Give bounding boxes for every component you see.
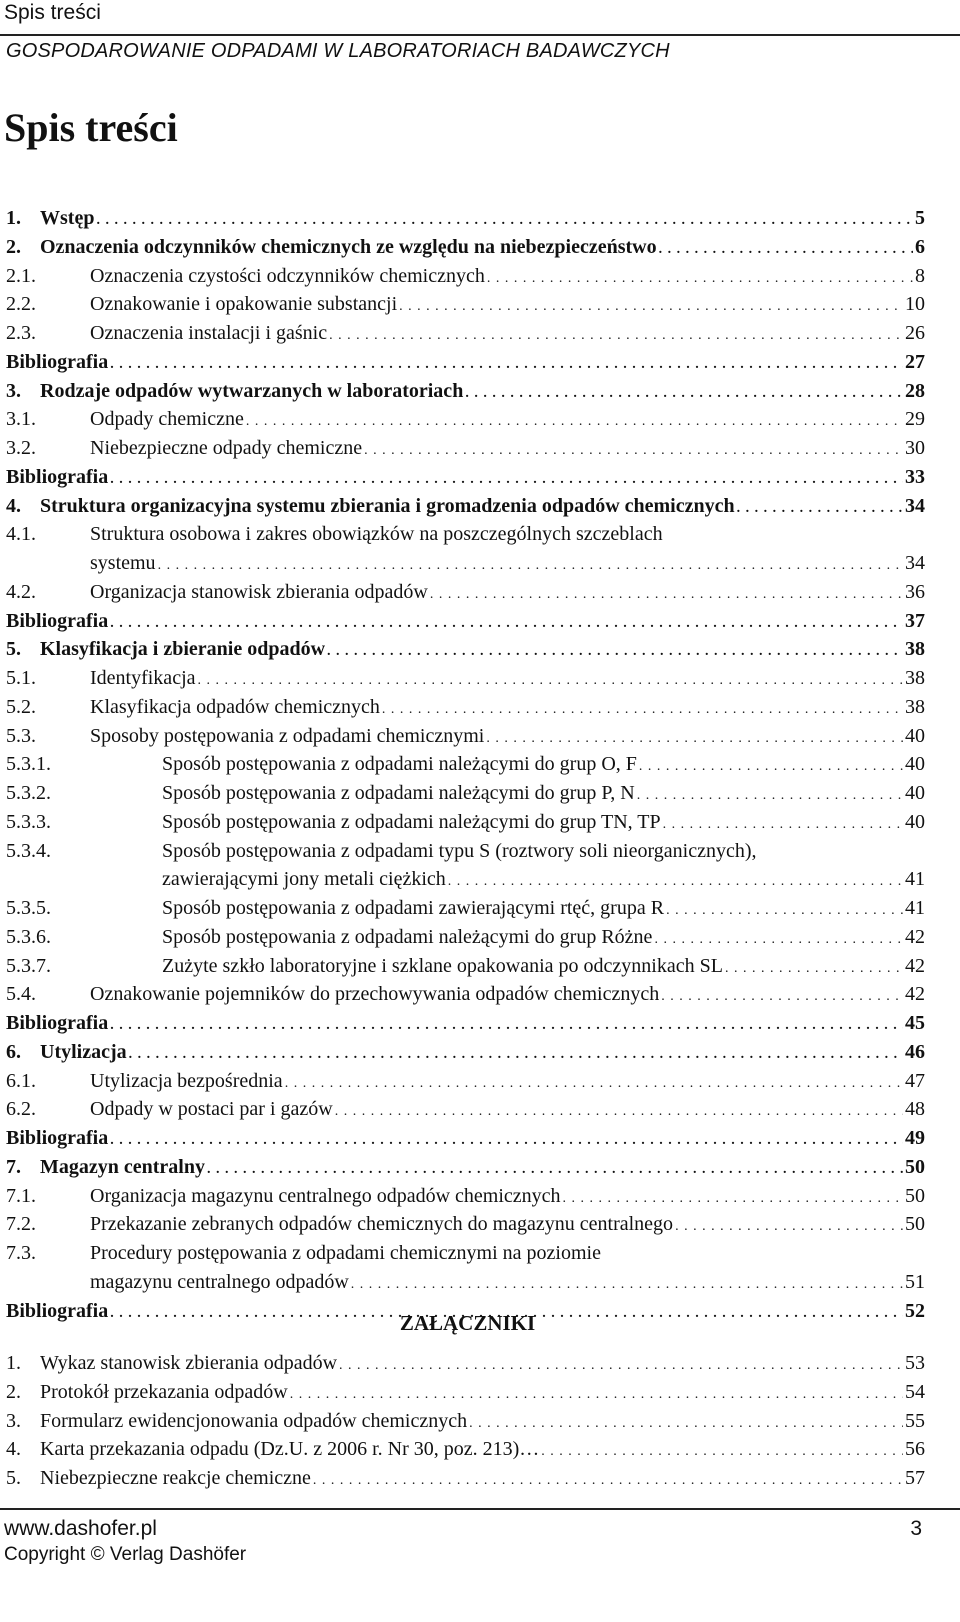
section-label: Spis treści xyxy=(4,1,101,24)
dot-leader xyxy=(663,811,903,840)
entry-page-number: 52 xyxy=(905,1299,925,1322)
entry-number: 5.3.7. xyxy=(6,954,51,977)
entry-page-number: 41 xyxy=(905,868,925,891)
entry-page-number: 37 xyxy=(905,609,925,632)
footer-divider xyxy=(0,1508,960,1510)
entry-title: Klasyfikacja odpadów chemicznych xyxy=(90,695,380,718)
entry-number: 5.1. xyxy=(6,667,36,689)
annex-list xyxy=(6,1349,925,1493)
entry-title: Odpady chemiczne xyxy=(90,408,244,431)
entry-page-number: 8 xyxy=(915,264,925,287)
entry-title: Niebezpieczne reakcje chemiczne xyxy=(40,1467,311,1489)
toc-entry[interactable] xyxy=(6,578,925,607)
entry-page-number: 40 xyxy=(905,724,925,747)
toc-entry[interactable] xyxy=(6,750,925,779)
dot-leader xyxy=(637,782,903,811)
entry-number: 5.3.1. xyxy=(6,753,51,776)
entry-title: Procedury postępowania z odpadami chemicznymi na poziomie xyxy=(90,1242,601,1264)
toc-entry[interactable] xyxy=(6,377,925,406)
annex-item[interactable] xyxy=(6,1349,925,1378)
entry-number: 7.1. xyxy=(6,1184,36,1207)
dot-leader xyxy=(486,725,903,754)
dot-leader xyxy=(639,753,903,782)
entry-number: 4.2. xyxy=(6,580,36,603)
entry-page-number: 28 xyxy=(905,379,925,402)
entry-page-number: 50 xyxy=(905,1213,925,1236)
dot-leader xyxy=(659,236,913,265)
entry-page-number: 38 xyxy=(905,638,925,661)
entry-number: 5.3.4. xyxy=(6,839,51,862)
entry-number: 7.2. xyxy=(6,1213,36,1236)
entry-title: Struktura organizacyjna systemu zbierania i gromadzenia odpadów chemicznych xyxy=(40,494,735,517)
entry-title: Bibliografia xyxy=(6,465,109,488)
entry-page-number: 51 xyxy=(905,1270,925,1293)
annex-item[interactable] xyxy=(6,1464,925,1493)
toc-entry[interactable] xyxy=(6,1095,925,1124)
entry-page-number: 42 xyxy=(905,925,925,948)
dot-leader xyxy=(541,1438,903,1467)
entry-number: 4.1. xyxy=(6,523,36,546)
dot-leader xyxy=(158,552,903,581)
entry-title: Wstęp xyxy=(40,207,95,229)
dot-leader xyxy=(465,380,903,409)
entry-number: 2.1. xyxy=(6,264,36,287)
entry-title: Wykaz stanowisk zbierania odpadów xyxy=(40,1352,338,1374)
entry-title: Organizacja magazynu centralnego odpadów chemicznych xyxy=(90,1184,561,1207)
entry-title: Bibliografia xyxy=(6,1012,109,1034)
entry-number: 7. xyxy=(6,1155,21,1178)
toc-entry[interactable] xyxy=(6,607,925,636)
entry-page-number: 42 xyxy=(905,983,925,1006)
entry-title: Sposób postępowania z odpadami należącymi do grup P, N xyxy=(162,782,635,804)
entry-page-number: 56 xyxy=(905,1438,925,1461)
entry-number: 5.3.6. xyxy=(6,925,51,948)
entry-title: Oznaczenia odczynników chemicznych ze względu na niebezpieczeństwo xyxy=(40,235,657,258)
toc-entry[interactable] xyxy=(6,837,925,866)
dot-leader xyxy=(327,638,903,667)
toc-entry[interactable] xyxy=(6,952,925,981)
entry-page-number: 40 xyxy=(905,753,925,776)
entry-number: 6.1. xyxy=(6,1069,36,1092)
dot-leader xyxy=(329,322,903,351)
entry-title: Sposób postępowania z odpadami typu S (roztwory soli nieorganicznych), xyxy=(162,839,757,862)
dot-leader xyxy=(666,897,903,926)
entry-page-number: 5 xyxy=(915,207,925,229)
entry-page-number: 34 xyxy=(905,552,925,574)
entry-number: 7.3. xyxy=(6,1242,36,1264)
dot-leader xyxy=(110,466,903,495)
entry-number: 2. xyxy=(6,235,21,258)
entry-number: 3.2. xyxy=(6,437,36,459)
dot-leader xyxy=(382,696,903,725)
copyright-notice: Copyright © Verlag Dashöfer xyxy=(4,1544,247,1565)
entry-page-number: 57 xyxy=(905,1467,925,1489)
entry-page-number: 41 xyxy=(905,897,925,919)
toc-entry[interactable] xyxy=(6,1182,925,1211)
dot-leader xyxy=(469,1410,903,1439)
toc-entry[interactable] xyxy=(6,434,925,463)
entry-title: Identyfikacja xyxy=(90,667,196,689)
entry-number: 5. xyxy=(6,638,21,661)
entry-title: Sposób postępowania z odpadami należącymi do grup O, F xyxy=(162,753,637,776)
entry-title: Utylizacja bezpośrednia xyxy=(90,1069,283,1092)
table-of-contents xyxy=(6,204,925,1325)
header-divider xyxy=(0,34,960,36)
entry-page-number: 40 xyxy=(905,810,925,833)
entry-page-number: 33 xyxy=(905,465,925,488)
entry-title: Sposoby postępowania z odpadami chemicznymi xyxy=(90,724,485,747)
toc-entry[interactable] xyxy=(6,1153,925,1182)
annex-item[interactable] xyxy=(6,1407,925,1436)
dot-leader xyxy=(290,1381,903,1410)
entry-title: Zużyte szkło laboratoryjne i szklane opakowania po odczynnikach SL xyxy=(162,954,723,977)
entry-number: 5.4. xyxy=(6,983,36,1006)
document-title: GOSPODAROWANIE ODPADAMI W LABORATORIACH BADAWCZYCH xyxy=(6,40,670,62)
entry-number: 3. xyxy=(6,1409,21,1432)
entry-number: 5.3.5. xyxy=(6,897,51,919)
dot-leader xyxy=(339,1352,903,1381)
entry-title: magazynu centralnego odpadów xyxy=(90,1270,349,1293)
entry-title: Organizacja stanowisk zbierania odpadów xyxy=(90,580,428,603)
toc-entry[interactable] xyxy=(6,1067,925,1096)
entry-number: 5.2. xyxy=(6,695,36,718)
toc-entry[interactable] xyxy=(6,894,925,923)
entry-number: 4. xyxy=(6,494,21,517)
dot-leader xyxy=(335,1098,903,1127)
dot-leader xyxy=(313,1467,903,1496)
entry-page-number: 45 xyxy=(905,1012,925,1034)
dot-leader xyxy=(737,495,903,524)
toc-entry[interactable] xyxy=(6,779,925,808)
entry-title: Bibliografia xyxy=(6,1127,109,1149)
entry-title: Klasyfikacja i zbieranie odpadów xyxy=(40,638,326,661)
entry-title: Protokół przekazania odpadów xyxy=(40,1380,288,1403)
entry-number: 4. xyxy=(6,1438,21,1461)
entry-title: Magazyn centralny xyxy=(40,1155,205,1178)
entry-number: 3.1. xyxy=(6,408,36,431)
entry-page-number: 26 xyxy=(905,322,925,344)
entry-number: 2.3. xyxy=(6,322,36,344)
toc-entry[interactable] xyxy=(6,262,925,291)
dot-leader xyxy=(675,1213,903,1242)
entry-page-number: 30 xyxy=(905,437,925,459)
entry-page-number: 29 xyxy=(905,408,925,431)
dot-leader xyxy=(448,868,903,897)
entry-number: 5.3. xyxy=(6,724,36,747)
entry-page-number: 50 xyxy=(905,1184,925,1207)
dot-leader xyxy=(110,1127,903,1156)
entry-number: 6. xyxy=(6,1040,21,1063)
toc-entry[interactable] xyxy=(6,1210,925,1239)
toc-entry[interactable] xyxy=(6,520,925,549)
toc-entry[interactable] xyxy=(6,1009,925,1038)
page-number: 3 xyxy=(910,1517,922,1540)
entry-number: 3. xyxy=(6,379,21,402)
dot-leader xyxy=(129,1041,903,1070)
dot-leader xyxy=(351,1271,903,1300)
toc-entry[interactable] xyxy=(6,549,925,578)
toc-entry[interactable] xyxy=(6,664,925,693)
toc-entry[interactable] xyxy=(6,348,925,377)
entry-page-number: 27 xyxy=(905,350,925,373)
entry-page-number: 55 xyxy=(905,1409,925,1432)
entry-title: Bibliografia xyxy=(6,1299,109,1322)
entry-page-number: 6 xyxy=(915,235,925,258)
dot-leader xyxy=(661,983,903,1012)
footer-url-link[interactable]: www.dashofer.pl xyxy=(4,1517,157,1540)
toc-entry[interactable] xyxy=(6,980,925,1009)
dot-leader xyxy=(364,437,903,466)
dot-leader xyxy=(654,926,903,955)
entry-title: systemu xyxy=(90,552,156,574)
entry-number: 1. xyxy=(6,1352,21,1374)
dot-leader xyxy=(430,581,903,610)
toc-entry[interactable] xyxy=(6,319,925,348)
annex-item[interactable] xyxy=(6,1378,925,1407)
entry-title: Oznaczenia instalacji i gaśnic xyxy=(90,322,328,344)
dot-leader xyxy=(110,1012,903,1041)
entry-title: Oznakowanie i opakowanie substancji xyxy=(90,293,398,316)
toc-entry[interactable] xyxy=(6,463,925,492)
entry-number: 5. xyxy=(6,1467,21,1489)
entry-page-number: 38 xyxy=(905,667,925,689)
annex-item[interactable] xyxy=(6,1435,925,1464)
toc-entry[interactable] xyxy=(6,405,925,434)
entry-number: 1. xyxy=(6,207,21,229)
dot-leader xyxy=(246,408,903,437)
entry-number: 2.2. xyxy=(6,293,36,316)
entry-title: Sposób postępowania z odpadami należącymi do grup TN, TP xyxy=(162,810,661,833)
entry-page-number: 10 xyxy=(905,293,925,316)
entry-title: Bibliografia xyxy=(6,609,109,632)
entry-title: Rodzaje odpadów wytwarzanych w laboratoriach xyxy=(40,379,464,402)
dot-leader xyxy=(198,667,904,696)
toc-entry[interactable] xyxy=(6,1038,925,1067)
entry-page-number: 40 xyxy=(905,782,925,804)
entry-title: Sposób postępowania z odpadami zawierającymi rtęć, grupa R xyxy=(162,897,665,919)
dot-leader xyxy=(487,265,913,294)
entry-page-number: 42 xyxy=(905,954,925,977)
page-title: Spis treści xyxy=(4,105,178,150)
toc-entry[interactable] xyxy=(6,808,925,837)
toc-entry[interactable] xyxy=(6,923,925,952)
dot-leader xyxy=(399,293,903,322)
entry-page-number: 47 xyxy=(905,1069,925,1092)
entry-page-number: 38 xyxy=(905,695,925,718)
entry-title: Formularz ewidencjonowania odpadów chemicznych xyxy=(40,1409,468,1432)
entry-page-number: 54 xyxy=(905,1380,925,1403)
toc-entry[interactable] xyxy=(6,635,925,664)
entry-title: Sposób postępowania z odpadami należącymi do grup Różne xyxy=(162,925,653,948)
entry-title: Przekazanie zebranych odpadów chemicznych do magazynu centralnego xyxy=(90,1213,674,1236)
dot-leader xyxy=(207,1156,903,1185)
dot-leader xyxy=(563,1185,903,1214)
entry-page-number: 49 xyxy=(905,1127,925,1149)
toc-entry[interactable] xyxy=(6,233,925,262)
toc-entry[interactable] xyxy=(6,290,925,319)
dot-leader xyxy=(285,1070,903,1099)
entry-page-number: 46 xyxy=(905,1040,925,1063)
entry-page-number: 34 xyxy=(905,494,925,517)
toc-entry[interactable] xyxy=(6,204,925,233)
annex-heading: ZAŁĄCZNIKI xyxy=(399,1311,536,1335)
toc-entry[interactable] xyxy=(6,1239,925,1268)
entry-page-number: 48 xyxy=(905,1098,925,1121)
toc-entry[interactable] xyxy=(6,492,925,521)
entry-title: zawierającymi jony metali ciężkich xyxy=(162,868,446,891)
dot-leader xyxy=(725,955,903,984)
toc-entry[interactable] xyxy=(6,1268,925,1297)
entry-title: Struktura osobowa i zakres obowiązków na poszczególnych szczeblach xyxy=(90,523,663,546)
entry-page-number: 53 xyxy=(905,1352,925,1374)
entry-number: 6.2. xyxy=(6,1098,36,1121)
entry-number: 2. xyxy=(6,1380,21,1403)
entry-title: Bibliografia xyxy=(6,350,109,373)
toc-entry[interactable] xyxy=(6,722,925,751)
dot-leader xyxy=(110,610,903,639)
entry-title: Karta przekazania odpadu (Dz.U. z 2006 r. Nr 30, poz. 213)… xyxy=(40,1438,540,1461)
toc-entry[interactable] xyxy=(6,865,925,894)
entry-title: Utylizacja xyxy=(40,1040,127,1063)
entry-title: Odpady w postaci par i gazów xyxy=(90,1098,333,1121)
toc-entry[interactable] xyxy=(6,693,925,722)
entry-page-number: 50 xyxy=(905,1155,925,1178)
entry-number: 5.3.2. xyxy=(6,782,51,804)
entry-title: Niebezpieczne odpady chemiczne xyxy=(90,437,363,459)
entry-page-number: 36 xyxy=(905,580,925,603)
entry-title: Oznakowanie pojemników do przechowywania odpadów chemicznych xyxy=(90,983,660,1006)
entry-number: 5.3.3. xyxy=(6,810,51,833)
entry-title: Oznaczenia czystości odczynników chemicznych xyxy=(90,264,485,287)
dot-leader xyxy=(96,207,913,236)
toc-entry[interactable] xyxy=(6,1124,925,1153)
dot-leader xyxy=(110,351,903,380)
